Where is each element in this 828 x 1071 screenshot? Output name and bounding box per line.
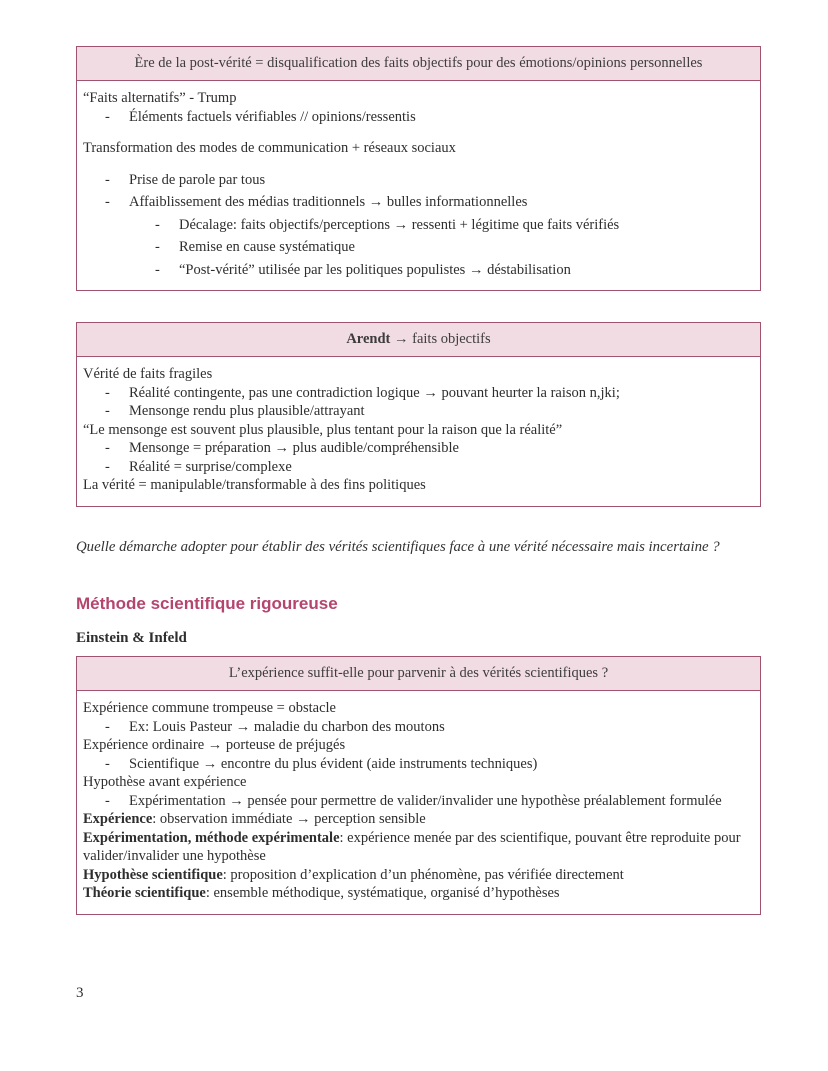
dash-bullet: - (105, 403, 110, 419)
bold-text: Expérience (83, 811, 153, 827)
note-line (83, 139, 752, 158)
note-text (179, 216, 752, 235)
text-run: Mensonge = préparation → plus audible/compréhensible (129, 440, 459, 456)
note-text (129, 458, 752, 477)
note-line (83, 476, 752, 495)
note-text (179, 261, 752, 280)
note-line (83, 773, 752, 792)
note-text (83, 139, 752, 158)
note-line (83, 261, 752, 280)
text-run: La vérité = manipulable/transformable à des fins politiques (83, 477, 426, 493)
note-text (83, 476, 752, 495)
dash-bullet: - (105, 792, 110, 809)
note-line (83, 829, 752, 866)
page-number: 3 (76, 985, 84, 1001)
dash-bullet: - (155, 216, 160, 233)
note-text (83, 884, 752, 903)
page-content (76, 46, 761, 915)
experience-box (76, 656, 761, 915)
note-text (83, 810, 752, 829)
dash-bullet: - (155, 261, 160, 278)
text-run: Prise de parole par tous (129, 171, 266, 188)
note-text (83, 736, 752, 755)
box-body (77, 81, 760, 290)
blank-line (83, 126, 752, 139)
note-text (129, 384, 752, 403)
dash-bullet: - (105, 384, 110, 401)
note-line (83, 810, 752, 829)
note-line (83, 108, 752, 127)
bold-text: Hypothèse scientifique (83, 866, 223, 883)
dash-bullet: - (105, 458, 110, 475)
note-text (129, 171, 752, 190)
dash-bullet: - (105, 440, 110, 456)
text-run: Expérience ordinaire → porteuse de préjugés (83, 737, 346, 753)
text-run: Réalité = surprise/complexe (129, 458, 292, 475)
note-text (129, 718, 752, 737)
arendt-box (76, 322, 761, 507)
blank-line (83, 158, 752, 171)
text-run: : expérience menée par des scientifique, pouvant être reproduite pour valider/invalider une hypothèse (83, 829, 741, 864)
text-run: Scientifique → encontre du plus évident (aide instruments techniques) (129, 755, 538, 772)
note-line (83, 365, 752, 384)
section-heading: Méthode scientifique rigoureuse (76, 594, 338, 613)
text-run: “Faits alternatifs” - Trump (83, 90, 237, 106)
text-run: Mensonge rendu plus plausible/attrayant (129, 403, 365, 419)
note-text (129, 402, 752, 421)
note-line (83, 458, 752, 477)
note-text (83, 89, 752, 108)
dash-bullet: - (105, 755, 110, 772)
note-line (83, 171, 752, 190)
note-text (83, 773, 752, 792)
text-run: Décalage: faits objectifs/perceptions → ressenti + légitime que faits vérifiés (179, 216, 620, 233)
text-run: “Le mensonge est souvent plus plausible, plus tentant pour la raison que la réalité” (83, 421, 563, 438)
bold-text: Arendt (346, 331, 391, 347)
dash-bullet: - (105, 194, 110, 210)
text-run: Ex: Louis Pasteur → maladie du charbon des moutons (129, 718, 445, 735)
text-run: : observation immédiate → perception sensible (152, 811, 426, 827)
text-run: Remise en cause systématique (179, 239, 355, 255)
note-line (83, 193, 752, 212)
note-line (83, 718, 752, 737)
bold-text: Théorie scientifique (83, 885, 206, 901)
box-header (77, 323, 760, 357)
note-text (83, 829, 752, 866)
dash-bullet: - (105, 171, 110, 188)
note-line (83, 439, 752, 458)
note-text (83, 866, 752, 885)
note-text (129, 108, 752, 127)
text-run: Réalité contingente, pas une contradiction logique → pouvant heurter la raison n,jki; (129, 384, 620, 401)
dash-bullet: - (105, 718, 110, 735)
box-header: Ère de la post-vérité = disqualification des faits objectifs pour des émotions/opinions personnelles (77, 47, 760, 81)
text-run: Transformation des modes de communication + réseaux sociaux (83, 140, 456, 156)
note-line (83, 384, 752, 403)
note-text (83, 699, 752, 718)
note-text (129, 439, 752, 458)
text-run: Hypothèse avant expérience (83, 774, 247, 790)
note-line (83, 216, 752, 235)
note-line (83, 866, 752, 885)
question-paragraph: Quelle démarche adopter pour établir des vérités scientifiques face à une vérité nécessaire mais incertaine ? (76, 538, 720, 555)
note-line (83, 89, 752, 108)
note-text (83, 365, 752, 384)
note-line (83, 755, 752, 774)
note-line (83, 792, 752, 811)
text-run: : proposition d’explication d’un phénomène, pas vérifiée directement (222, 866, 624, 883)
text-run: “Post-vérité” utilisée par les politiques populistes → déstabilisation (179, 261, 571, 278)
note-line (83, 884, 752, 903)
note-text (129, 792, 752, 811)
bold-text: Expérimentation, méthode expérimentale (83, 829, 340, 846)
box-body (77, 691, 760, 914)
note-line (83, 421, 752, 440)
text-run: Vérité de faits fragiles (83, 366, 213, 382)
text-run: Éléments factuels vérifiables // opinions/ressentis (129, 108, 416, 125)
box-body (77, 357, 760, 506)
note-text (129, 755, 752, 774)
note-text (179, 238, 752, 257)
dash-bullet: - (155, 239, 160, 255)
note-text (129, 193, 752, 212)
note-line (83, 699, 752, 718)
note-line (83, 238, 752, 257)
author-subheading: Einstein & Infeld (76, 630, 187, 646)
text-run: → faits objectifs (390, 331, 491, 347)
note-line (83, 736, 752, 755)
dash-bullet: - (105, 108, 110, 125)
post-truth-box (76, 46, 761, 291)
note-text (83, 421, 752, 440)
text-run: Expérience commune trompeuse = obstacle (83, 700, 336, 716)
box-header: L’expérience suffit-elle pour parvenir à des vérités scientifiques ? (77, 657, 760, 691)
note-line (83, 402, 752, 421)
text-run: Expérimentation → pensée pour permettre de valider/invalider une hypothèse préalablement formulée (129, 792, 722, 809)
text-run: Affaiblissement des médias traditionnels → bulles informationnelles (129, 194, 528, 210)
text-run: : ensemble méthodique, systématique, organisé d’hypothèses (205, 885, 560, 901)
